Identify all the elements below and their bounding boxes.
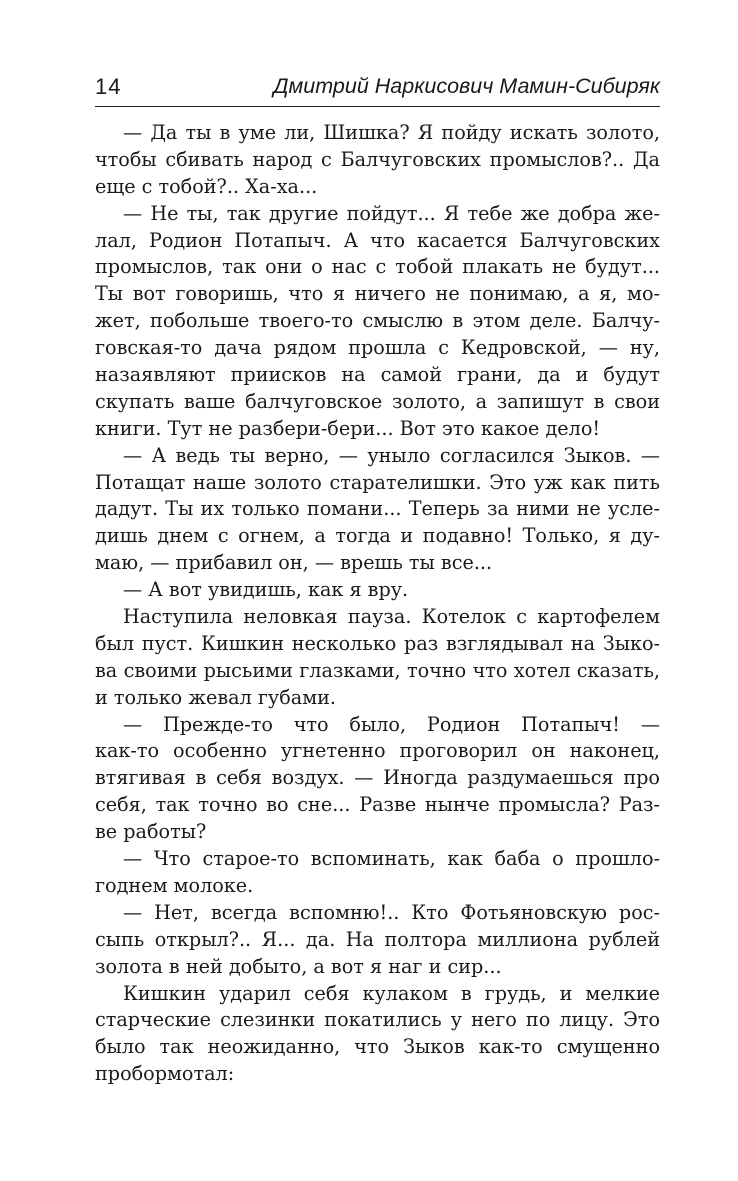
text-line: лал, Родион Потапыч. А что касается Балчуговских: [95, 228, 660, 252]
text-line: жет, побольше твоего-то смыслю в этом деле. Балчу-: [95, 309, 660, 333]
text-line: Ты вот говоришь, что я ничего не понимаю, а я, мо-: [95, 282, 660, 306]
running-title: Дмитрий Наркисович Мамин-Сибиряк: [273, 74, 660, 98]
text-line: — Нет, всегда вспомню!.. Кто Фотьяновскую рос-: [123, 900, 660, 924]
text-line: годнем молоке.: [95, 873, 254, 897]
text-line: Наступила неловкая пауза. Котелок с картофелем: [123, 605, 660, 629]
text-line: и только жевал губами.: [95, 685, 337, 709]
text-line: говская-то дача рядом прошла с Кедровской, — ну,: [95, 336, 660, 360]
text-line: сыпь открыл?.. Я... да. На полтора миллиона рублей: [95, 927, 660, 951]
text-line: старческие слезинки покатились у него по лицу. Это: [95, 1008, 660, 1032]
text-line: дишь днем с огнем, а тогда и подавно! Только, я ду-: [95, 524, 660, 548]
text-line: было так неожиданно, что Зыков как-то смущенно: [95, 1035, 660, 1059]
text-line: книги. Тут не разбери-бери... Вот это какое дело!: [95, 416, 601, 440]
paragraph: [95, 443, 660, 577]
page-header: [95, 72, 660, 107]
text-line: скупать ваше балчуговское золото, а запишут в свои: [95, 389, 660, 413]
text-line: Кишкин ударил себя кулаком в грудь, и мелкие: [123, 981, 660, 1005]
paragraph: [95, 577, 660, 604]
paragraph: [95, 981, 660, 1089]
text-line: чтобы сбивать народ с Балчуговских промыслов?.. Да: [95, 147, 660, 171]
text-line: — Что старое-то вспоминать, как баба о прошло-: [123, 847, 660, 871]
text-line: ва своими рысьими глазками, точно что хотел сказать,: [95, 658, 660, 682]
text-line: золота в ней добыто, а вот я наг и сир...: [95, 954, 502, 978]
text-line: маю, — прибавил он, — врешь ты все...: [95, 551, 493, 575]
text-line: — Да ты в уме ли, Шишка? Я пойду искать золото,: [123, 121, 660, 144]
text-line: — А ведь ты верно, — уныло согласился Зыков. —: [123, 443, 660, 467]
text-line: дадут. Ты их только помани... Теперь за ними не усле-: [95, 497, 660, 521]
text-line: был пуст. Кишкин несколько раз взглядывал на Зыко-: [95, 631, 660, 655]
text-line: — Прежде-то что было, Родион Потапыч! —: [123, 712, 660, 736]
page-number: 14: [95, 74, 122, 99]
text-line: пробормотал:: [95, 1062, 235, 1086]
paragraph: [95, 846, 660, 900]
text-line: Потащат наше золото старателишки. Это уж как пить: [95, 470, 660, 494]
text-line: как-то особенно угнетенно проговорил он наконец,: [95, 739, 660, 763]
paragraph: [95, 712, 660, 846]
paragraph: [95, 604, 660, 712]
text-line: себя, так точно во сне... Разве нынче промысла? Раз-: [95, 793, 660, 817]
text-line: еще с тобой?.. Ха-ха...: [95, 174, 318, 198]
text-line: назаявляют приисков на самой грани, да и будут: [95, 363, 660, 387]
paragraph: [95, 900, 660, 981]
text-line: — А вот увидишь, как я вру.: [123, 578, 409, 602]
text-line: — Не ты, так другие пойдут... Я тебе же добра же-: [123, 201, 660, 225]
body-text: [95, 120, 660, 1088]
paragraph: [95, 120, 660, 201]
paragraph: [95, 201, 660, 443]
text-line: ве работы?: [95, 820, 207, 844]
text-line: промыслов, так они о нас с тобой плакать не будут...: [95, 255, 660, 279]
text-line: втягивая в себя воздух. — Иногда раздумаешься про: [95, 766, 660, 790]
